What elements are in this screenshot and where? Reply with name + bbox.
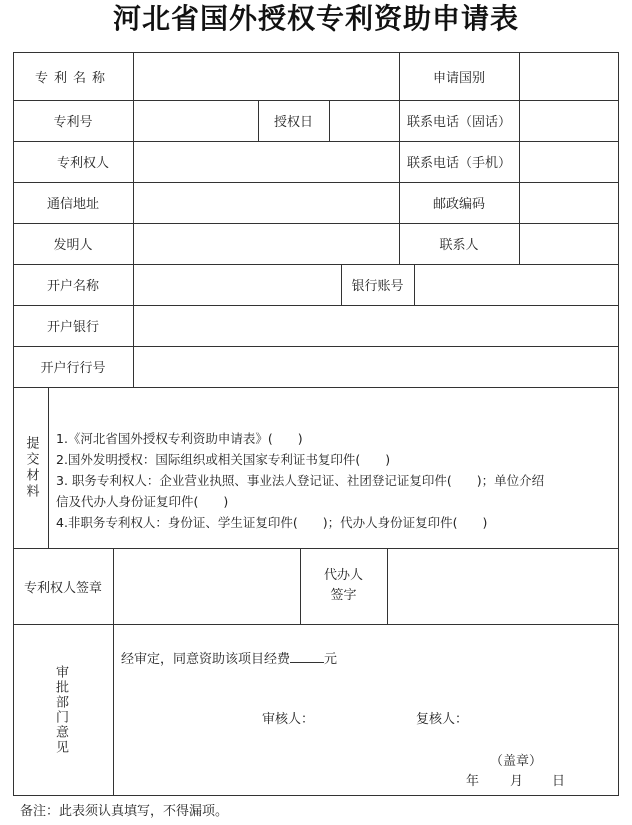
patent-no-field[interactable] (134, 101, 258, 141)
month-label: 月 (510, 774, 524, 789)
col-divider (48, 387, 49, 548)
postcode-field[interactable] (520, 183, 618, 223)
tel-landline-field[interactable] (520, 101, 618, 141)
seal-label: （盖章） (490, 754, 543, 769)
materials-item-2: 2.国外发明授权：国际组织或相关国家专利证书复印件( ) (56, 452, 391, 467)
bank-account-label: 银行账号 (351, 279, 404, 294)
patentee-sign-label: 专利权人签章 (23, 580, 102, 596)
amount-blank[interactable] (290, 650, 324, 663)
grant-date-label: 授权日 (273, 115, 313, 130)
row-divider (13, 624, 619, 625)
tel-landline-label: 联系电话（固话） (406, 115, 511, 130)
apply-country-label: 申请国别 (432, 70, 485, 86)
bank-code-field[interactable] (134, 347, 618, 387)
patent-no-label: 专利号 (53, 115, 93, 130)
patentee-field[interactable] (134, 142, 399, 182)
approval-statement-text: 经审定，同意资助该项目经费 (121, 652, 291, 667)
account-name-field[interactable] (134, 265, 341, 305)
rechecker-label: 复核人： (416, 712, 469, 727)
patentee-sign-field[interactable] (114, 549, 300, 624)
bank-label: 开户银行 (46, 320, 99, 335)
contact-field[interactable] (520, 224, 618, 264)
agent-sign-label (300, 548, 387, 624)
approval-label: 审批部门意见 (53, 665, 68, 755)
materials-item-3: 3. 职务专利权人：企业营业执照、事业法人登记证、社团登记证复印件( )；单位介绍 (56, 473, 545, 488)
agent-sign-label-line2: 签字 (330, 588, 357, 603)
bank-field[interactable] (134, 306, 618, 346)
day-label: 日 (552, 774, 566, 789)
agent-sign-label-line1: 代办人 (323, 568, 363, 583)
inventor-field[interactable] (134, 224, 399, 264)
materials-list (56, 428, 616, 533)
address-field[interactable] (134, 183, 399, 223)
patent-name-label: 专利名称 (34, 70, 111, 86)
grant-date-field[interactable] (330, 101, 399, 141)
materials-label: 提交材料 (23, 435, 39, 500)
contact-label: 联系人 (439, 238, 479, 253)
materials-item-3-cont: 信及代办人身份证复印件( ) (56, 494, 229, 509)
tel-mobile-field[interactable] (520, 142, 618, 182)
footnote: 备注：此表须认真填写，不得漏项。 (20, 804, 229, 819)
agent-sign-field[interactable] (388, 549, 618, 624)
patentee-label: 专利权人 (56, 156, 109, 171)
address-label: 通信地址 (46, 197, 99, 212)
approval-statement (121, 648, 337, 667)
bank-code-label: 开户行行号 (40, 361, 106, 376)
apply-country-field[interactable] (520, 53, 618, 100)
patent-name-field[interactable] (134, 53, 399, 100)
tel-mobile-label: 联系电话（手机） (406, 156, 511, 171)
row-divider (13, 387, 619, 388)
bank-account-field[interactable] (415, 265, 618, 305)
yuan-unit: 元 (324, 652, 338, 667)
reviewer-label: 审核人： (262, 712, 315, 727)
inventor-label: 发明人 (53, 238, 93, 253)
materials-item-4: 4.非职务专利权人：身份证、学生证复印件( )；代办人身份证复印件( ) (56, 515, 488, 530)
postcode-label: 邮政编码 (432, 197, 485, 212)
materials-item-1: 1.《河北省国外授权专利资助申请表》( ) (56, 431, 303, 446)
account-name-label: 开户名称 (46, 279, 99, 294)
form-title: 河北省国外授权专利资助申请表 (112, 2, 519, 35)
year-label: 年 (466, 774, 480, 789)
